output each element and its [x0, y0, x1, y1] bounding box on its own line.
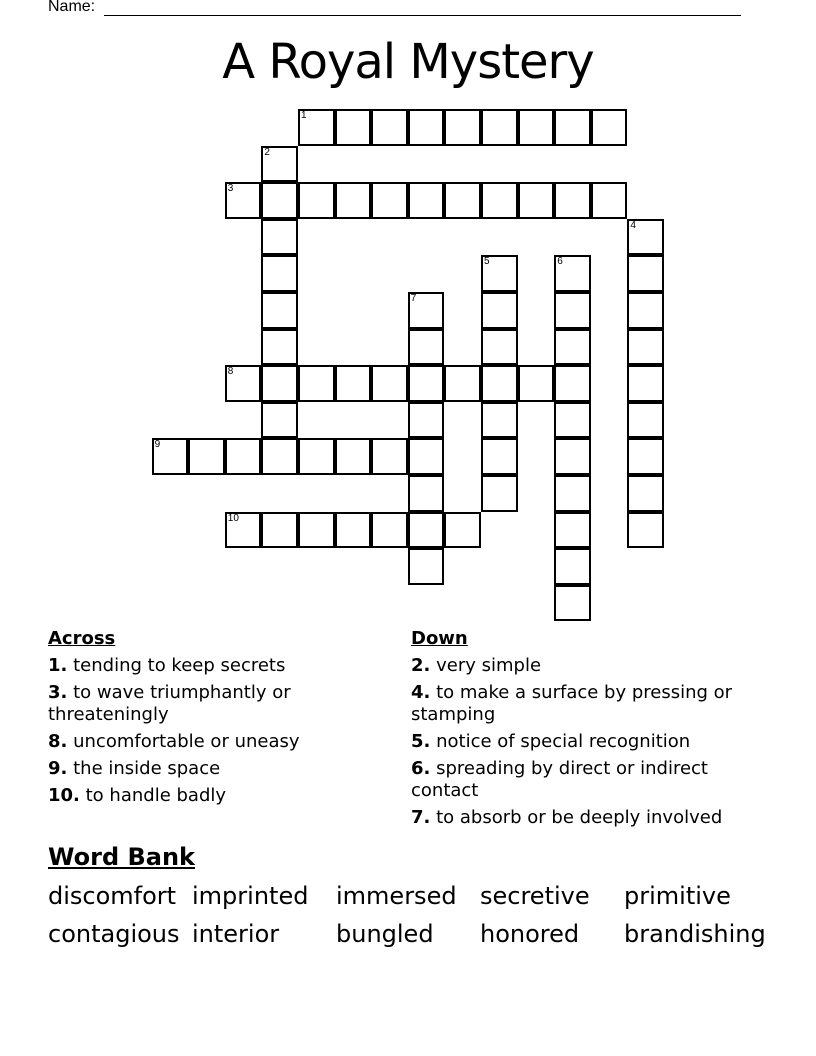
grid-cell[interactable]: [554, 109, 591, 146]
grid-cell[interactable]: [261, 402, 298, 439]
grid-cell[interactable]: [627, 512, 664, 549]
grid-cell[interactable]: [554, 255, 591, 292]
grid-cell[interactable]: [408, 512, 445, 549]
word-bank-word: interior: [192, 920, 280, 948]
clue-item: [411, 655, 751, 677]
clue-item: [48, 682, 368, 726]
clue-item: [48, 655, 368, 677]
grid-cell[interactable]: [298, 512, 335, 549]
clue-text: to wave triumphantly or threateningly: [48, 682, 291, 725]
grid-cell[interactable]: [335, 365, 372, 402]
grid-cell[interactable]: [627, 475, 664, 512]
grid-cell[interactable]: [298, 365, 335, 402]
grid-cell[interactable]: [591, 182, 628, 219]
grid-cell[interactable]: [335, 182, 372, 219]
grid-cell[interactable]: [298, 438, 335, 475]
grid-cell[interactable]: [627, 219, 664, 256]
grid-cell[interactable]: [188, 438, 225, 475]
grid-cell[interactable]: [481, 365, 518, 402]
clue-num: 3.: [48, 682, 68, 703]
clue-item: [48, 731, 368, 753]
grid-cell[interactable]: [261, 292, 298, 329]
clue-num: 6.: [411, 758, 431, 779]
grid-cell[interactable]: [518, 182, 555, 219]
grid-cell[interactable]: [408, 365, 445, 402]
grid-cell[interactable]: [627, 255, 664, 292]
grid-cell[interactable]: [408, 548, 445, 585]
clue-text: to make a surface by pressing or stamping: [411, 682, 733, 725]
clue-number: 8: [227, 366, 234, 378]
clue-text: the inside space: [73, 758, 221, 779]
clue-item: [411, 807, 751, 829]
grid-cell[interactable]: [261, 438, 298, 475]
clue-num: 2.: [411, 655, 431, 676]
grid-cell[interactable]: [261, 219, 298, 256]
clue-number: 2: [264, 146, 270, 158]
across-heading: Across: [48, 628, 116, 649]
grid-cell[interactable]: [371, 365, 408, 402]
grid-cell[interactable]: [627, 329, 664, 366]
grid-cell[interactable]: [408, 402, 445, 439]
grid-cell[interactable]: [518, 109, 555, 146]
grid-cell[interactable]: [627, 292, 664, 329]
clue-num: 10.: [48, 785, 80, 806]
grid-cell[interactable]: [481, 292, 518, 329]
grid-cell[interactable]: [481, 402, 518, 439]
grid-cell[interactable]: [627, 365, 664, 402]
grid-cell[interactable]: [261, 146, 298, 183]
grid-cell[interactable]: [591, 109, 628, 146]
clue-text: spreading by direct or indirect contact: [411, 758, 708, 801]
grid-cell[interactable]: [444, 182, 481, 219]
grid-cell[interactable]: [518, 365, 555, 402]
word-bank-title: Word Bank: [48, 843, 196, 871]
grid-cell[interactable]: [554, 475, 591, 512]
clue-text: to absorb or be deeply involved: [436, 807, 723, 828]
grid-cell[interactable]: [335, 109, 372, 146]
clue-item: [48, 758, 368, 780]
grid-cell[interactable]: [408, 438, 445, 475]
clue-num: 8.: [48, 731, 68, 752]
grid-cell[interactable]: [554, 365, 591, 402]
clue-number: 1: [301, 110, 307, 121]
grid-cell[interactable]: [481, 329, 518, 366]
clue-text: tending to keep secrets: [73, 655, 286, 676]
grid-cell[interactable]: [225, 438, 262, 475]
word-bank-word: discomfort: [48, 882, 177, 910]
clue-item: [411, 758, 751, 802]
clue-item: [411, 682, 751, 726]
grid-cell[interactable]: [481, 109, 518, 146]
clue-num: 1.: [48, 655, 68, 676]
grid-cell[interactable]: [444, 109, 481, 146]
clue-number: 5: [484, 256, 490, 268]
clue-num: 4.: [411, 682, 431, 703]
grid-cell[interactable]: [371, 512, 408, 549]
clue-number: 3: [227, 183, 234, 195]
clue-item: [48, 785, 368, 807]
grid-cell[interactable]: [335, 512, 372, 549]
clue-number: 10: [227, 512, 239, 524]
grid-cell[interactable]: [298, 182, 335, 219]
clue-number: 4: [630, 219, 636, 231]
name-label: Name:: [48, 0, 96, 15]
clue-text: to handle badly: [85, 785, 227, 806]
grid-cell[interactable]: [481, 475, 518, 512]
word-bank-word: primitive: [624, 882, 731, 910]
across-clues: [48, 628, 368, 812]
word-bank-word: contagious: [48, 920, 180, 948]
grid-cell[interactable]: [152, 438, 189, 475]
word-bank-row: [48, 920, 788, 958]
grid-cell[interactable]: [408, 292, 445, 329]
grid-cell[interactable]: [481, 255, 518, 292]
grid-cell[interactable]: [554, 585, 591, 622]
clue-num: 9.: [48, 758, 68, 779]
clue-item: [411, 731, 751, 753]
grid-cell[interactable]: [554, 512, 591, 549]
grid-cell[interactable]: [554, 182, 591, 219]
grid-cell[interactable]: [444, 512, 481, 549]
grid-cell[interactable]: [408, 182, 445, 219]
word-bank-word: immersed: [336, 882, 457, 910]
grid-cell[interactable]: [481, 182, 518, 219]
grid-cell[interactable]: [444, 365, 481, 402]
grid-cell[interactable]: [627, 402, 664, 439]
word-bank-word: honored: [480, 920, 580, 948]
word-bank-word: bungled: [336, 920, 434, 948]
grid-cell[interactable]: [261, 365, 298, 402]
grid-cell[interactable]: [371, 109, 408, 146]
grid-cell[interactable]: [554, 329, 591, 366]
grid-cell[interactable]: [335, 438, 372, 475]
grid-cell[interactable]: [554, 402, 591, 439]
down-heading: Down: [411, 628, 468, 649]
word-bank-row: [48, 882, 788, 920]
word-bank-word: secretive: [480, 882, 590, 910]
clue-text: very simple: [436, 655, 542, 676]
grid-cell[interactable]: [408, 475, 445, 512]
clue-number: 6: [557, 256, 563, 268]
clue-number: 9: [154, 439, 161, 451]
grid-cell[interactable]: [627, 438, 664, 475]
word-bank-word: imprinted: [192, 882, 309, 910]
clue-num: 5.: [411, 731, 431, 752]
word-bank-word: brandishing: [624, 920, 766, 948]
grid-cell[interactable]: [408, 109, 445, 146]
grid-cell[interactable]: [554, 548, 591, 585]
grid-cell[interactable]: [225, 512, 262, 549]
word-bank: [48, 882, 788, 958]
grid-cell[interactable]: [225, 182, 262, 219]
grid-cell[interactable]: [408, 329, 445, 366]
grid-cell[interactable]: [371, 438, 408, 475]
grid-cell[interactable]: [261, 255, 298, 292]
clue-text: notice of special recognition: [436, 731, 691, 752]
clue-num: 7.: [411, 807, 431, 828]
grid-cell[interactable]: [371, 182, 408, 219]
grid-cell[interactable]: [298, 109, 335, 146]
grid-cell[interactable]: [261, 182, 298, 219]
grid-cell[interactable]: [481, 438, 518, 475]
clue-text: uncomfortable or uneasy: [73, 731, 300, 752]
grid-cell[interactable]: [225, 365, 262, 402]
down-clues: [411, 628, 751, 834]
grid-cell[interactable]: [554, 292, 591, 329]
clue-number: 7: [410, 293, 417, 304]
grid-cell[interactable]: [554, 438, 591, 475]
grid-cell[interactable]: [261, 329, 298, 366]
puzzle-title: A Royal Mystery: [222, 34, 594, 90]
grid-cell[interactable]: [261, 512, 298, 549]
